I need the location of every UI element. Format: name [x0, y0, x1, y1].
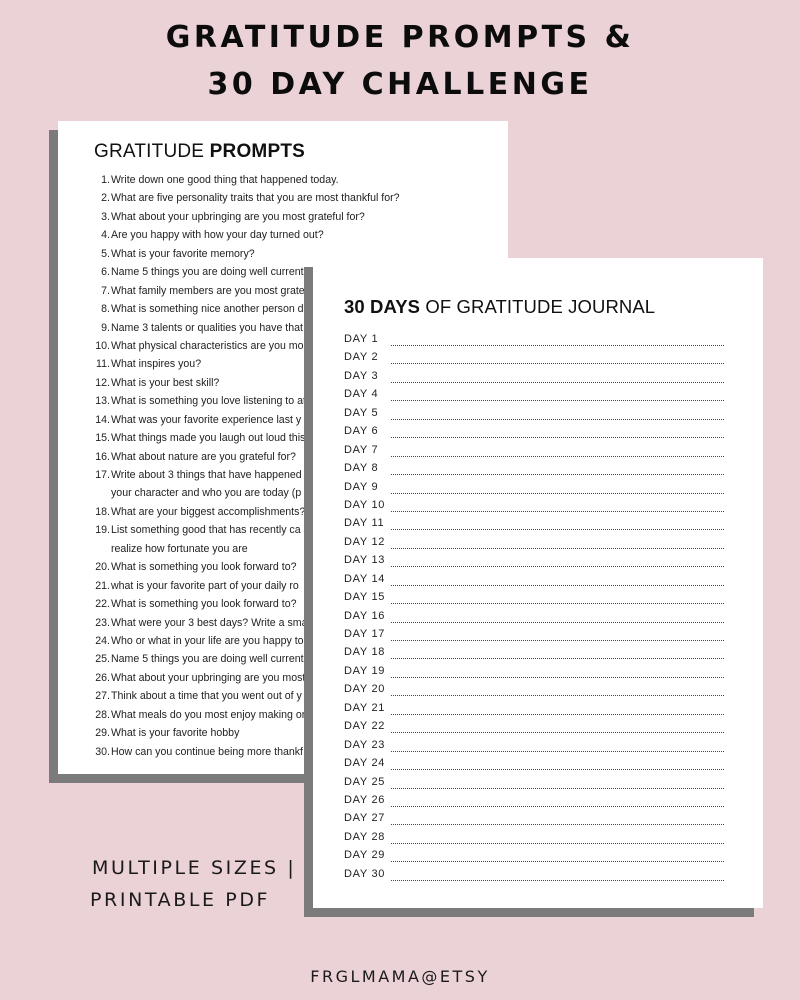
day-label: DAY 25 [344, 775, 386, 788]
gratitude-journal-page [313, 258, 763, 908]
journal-day-row [313, 830, 763, 848]
prompt-item [58, 226, 508, 244]
day-label: DAY 15 [344, 591, 386, 604]
day-writing-line [391, 769, 724, 770]
headline-line-1: GRATITUDE PROMPTS & [165, 20, 635, 55]
journal-day-row [313, 443, 763, 461]
journal-day-list [313, 332, 763, 885]
journal-day-row [313, 424, 763, 442]
prompt-number: 30. [95, 745, 110, 758]
prompt-text: Name 5 things you are doing well current [111, 266, 304, 279]
day-label: DAY 17 [344, 628, 386, 640]
prompt-number: 2. [101, 192, 110, 205]
day-writing-line [391, 437, 724, 438]
prompt-text: List something good that has recently ca [111, 524, 301, 537]
journal-day-row [313, 350, 763, 368]
shop-footer: FRGLMAMA@ETSY [310, 967, 490, 986]
day-label: DAY 29 [344, 849, 386, 862]
journal-day-row [313, 867, 763, 885]
day-writing-line [391, 788, 724, 789]
day-label: DAY 8 [344, 462, 379, 475]
prompt-text: What about your upbringing are you most grateful for? [111, 210, 365, 223]
journal-day-row [313, 480, 763, 498]
day-label: DAY 26 [344, 793, 386, 806]
prompt-text: What meals do you most enjoy making or [111, 708, 306, 721]
journal-day-row [313, 719, 763, 737]
prompt-text: What was your favorite experience last y [111, 413, 302, 426]
day-label: DAY 16 [344, 609, 386, 622]
prompt-text: What were your 3 best days? Write a sma [111, 616, 308, 629]
prompt-number: 27. [95, 690, 110, 703]
journal-day-row [313, 369, 763, 387]
day-writing-line [391, 640, 724, 641]
journal-day-row [313, 498, 763, 516]
prompt-number: 28. [95, 708, 110, 721]
prompt-text: What inspires you? [111, 358, 202, 371]
journal-day-row [313, 738, 763, 756]
prompt-number: 4. [101, 229, 110, 242]
prompt-text: What about your upbringing are you most [111, 671, 306, 684]
prompt-text: What about nature are you grateful for? [111, 450, 296, 463]
day-writing-line [391, 345, 724, 346]
day-writing-line [391, 456, 724, 457]
day-writing-line [391, 566, 724, 567]
headline-line-2: 30 DAY CHALLENGE [207, 67, 593, 102]
prompts-page-title [94, 141, 305, 163]
day-label: DAY 24 [344, 757, 386, 770]
day-writing-line [391, 695, 724, 696]
day-writing-line [391, 400, 724, 401]
journal-title-regular: OF GRATITUDE JOURNAL [420, 296, 656, 317]
day-writing-line [391, 548, 724, 549]
day-writing-line [391, 585, 724, 586]
day-writing-line [391, 474, 724, 475]
day-label: DAY 23 [344, 738, 386, 751]
day-label: DAY 18 [344, 646, 386, 659]
prompt-number: 21. [95, 579, 110, 592]
day-writing-line [391, 843, 724, 844]
day-writing-line [391, 363, 724, 364]
prompt-number: 23. [95, 616, 110, 629]
prompt-text: What is your best skill? [111, 376, 220, 389]
day-writing-line [391, 658, 724, 659]
day-writing-line [391, 751, 724, 752]
day-writing-line [391, 511, 724, 512]
prompt-number: 26. [95, 671, 110, 684]
prompt-text: Write about 3 things that have happened [111, 469, 302, 481]
prompt-text: Who or what in your life are you happy to [111, 634, 304, 647]
journal-day-row [313, 332, 763, 350]
day-label: DAY 11 [344, 517, 385, 530]
prompt-number: 3. [101, 210, 110, 223]
journal-day-row [313, 387, 763, 405]
day-writing-line [391, 806, 724, 807]
journal-day-row [313, 664, 763, 682]
day-label: DAY 9 [344, 480, 379, 493]
prompt-text: Write down one good thing that happened today. [111, 174, 339, 186]
journal-day-row [313, 756, 763, 774]
journal-day-row [313, 535, 763, 553]
prompt-number: 9. [101, 321, 110, 334]
day-label: DAY 10 [344, 498, 386, 511]
journal-page-title [344, 296, 655, 318]
prompt-number: 18. [95, 505, 110, 518]
day-writing-line [391, 714, 724, 715]
prompt-item [58, 171, 508, 189]
prompt-number: 5. [101, 247, 110, 260]
day-label: DAY 28 [344, 830, 386, 843]
day-label: DAY 6 [344, 425, 379, 438]
journal-day-row [313, 590, 763, 608]
day-label: DAY 22 [344, 720, 386, 733]
journal-day-row [313, 461, 763, 479]
prompt-number: 8. [101, 303, 110, 316]
day-writing-line [391, 861, 724, 862]
day-label: DAY 19 [344, 664, 386, 677]
day-label: DAY 1 [344, 333, 379, 345]
prompt-number: 20. [95, 561, 110, 574]
day-label: DAY 20 [344, 683, 386, 696]
prompt-text: realize how fortunate you are [111, 542, 248, 555]
day-label: DAY 21 [344, 701, 386, 714]
prompt-number: 22. [95, 598, 110, 611]
day-label: DAY 7 [344, 443, 379, 456]
day-label: DAY 3 [344, 369, 379, 382]
journal-day-row [313, 572, 763, 590]
prompt-text: What is something nice another person d [111, 303, 304, 316]
journal-day-row [313, 848, 763, 866]
prompt-text: Name 3 talents or qualities you have that [111, 321, 303, 334]
prompt-number: 7. [101, 284, 110, 297]
prompt-number: 10. [95, 339, 110, 352]
day-label: DAY 14 [344, 572, 386, 585]
day-writing-line [391, 382, 724, 383]
day-label: DAY 13 [344, 554, 386, 567]
prompt-number: 16. [95, 450, 110, 463]
prompt-text: your character and who you are today (p [111, 487, 302, 500]
prompt-text: What things made you laugh out loud this [111, 432, 306, 445]
prompt-number: 13. [95, 395, 110, 408]
day-writing-line [391, 824, 724, 825]
day-label: DAY 30 [344, 867, 386, 880]
prompt-text: what is your favorite part of your daily ro [111, 579, 299, 592]
journal-day-row [313, 701, 763, 719]
day-label: DAY 2 [344, 351, 379, 364]
prompt-text: What are your biggest accomplishments? [111, 505, 306, 518]
prompt-number: 19. [95, 524, 110, 537]
prompt-text: What family members are you most grate [111, 284, 305, 297]
journal-day-row [313, 516, 763, 534]
prompt-text: What are five personality traits that you are most thankful for? [111, 192, 400, 205]
prompt-item [58, 208, 508, 226]
journal-day-row [313, 811, 763, 829]
day-writing-line [391, 493, 724, 494]
prompt-number: 15. [95, 432, 110, 445]
prompt-number: 12. [95, 376, 110, 389]
day-label: DAY 4 [344, 388, 379, 401]
day-writing-line [391, 732, 724, 733]
day-writing-line [391, 622, 724, 623]
prompt-text: Are you happy with how your day turned out? [111, 229, 324, 242]
journal-title-bold: 30 DAYS [344, 296, 421, 317]
prompt-number: 14. [95, 413, 110, 426]
prompt-text: What is something you love listening to at [111, 395, 306, 408]
day-writing-line [391, 677, 724, 678]
prompt-number: 25. [95, 653, 110, 666]
day-writing-line [391, 419, 724, 420]
journal-day-row [313, 553, 763, 571]
day-label: DAY 5 [344, 406, 379, 419]
journal-day-row [313, 775, 763, 793]
prompt-text: What is something you look forward to? [111, 561, 297, 574]
day-label: DAY 12 [344, 535, 386, 548]
day-label: DAY 27 [344, 812, 386, 825]
prompt-item [58, 189, 508, 207]
prompt-text: What is your favorite hobby [111, 727, 240, 740]
journal-day-row [313, 609, 763, 627]
journal-day-row [313, 406, 763, 424]
journal-day-row [313, 682, 763, 700]
journal-day-row [313, 627, 763, 645]
day-writing-line [391, 529, 724, 530]
prompts-title-regular: GRATITUDE [94, 141, 210, 162]
formats-line-1: MULTIPLE SIZES | [92, 857, 297, 879]
prompt-text: How can you continue being more thankf [111, 745, 303, 758]
journal-day-row [313, 645, 763, 663]
prompt-text: What is something you look forward to? [111, 598, 297, 611]
prompt-text: What is your favorite memory? [111, 247, 255, 260]
day-writing-line [391, 603, 724, 604]
prompt-text: Name 5 things you are doing well current [111, 653, 304, 666]
formats-line-2: PRINTABLE PDF [90, 889, 271, 911]
day-writing-line [391, 880, 724, 881]
prompt-number: 17. [95, 469, 110, 481]
prompt-number: 11. [96, 358, 110, 371]
prompt-text: Think about a time that you went out of y [111, 690, 302, 703]
prompt-number: 24. [95, 634, 110, 647]
prompts-title-bold: PROMPTS [209, 141, 306, 162]
prompt-text: What physical characteristics are you mo [111, 339, 304, 352]
prompt-number: 6. [101, 266, 110, 279]
prompt-number: 29. [95, 727, 110, 740]
journal-day-row [313, 793, 763, 811]
prompt-number: 1. [101, 174, 110, 186]
